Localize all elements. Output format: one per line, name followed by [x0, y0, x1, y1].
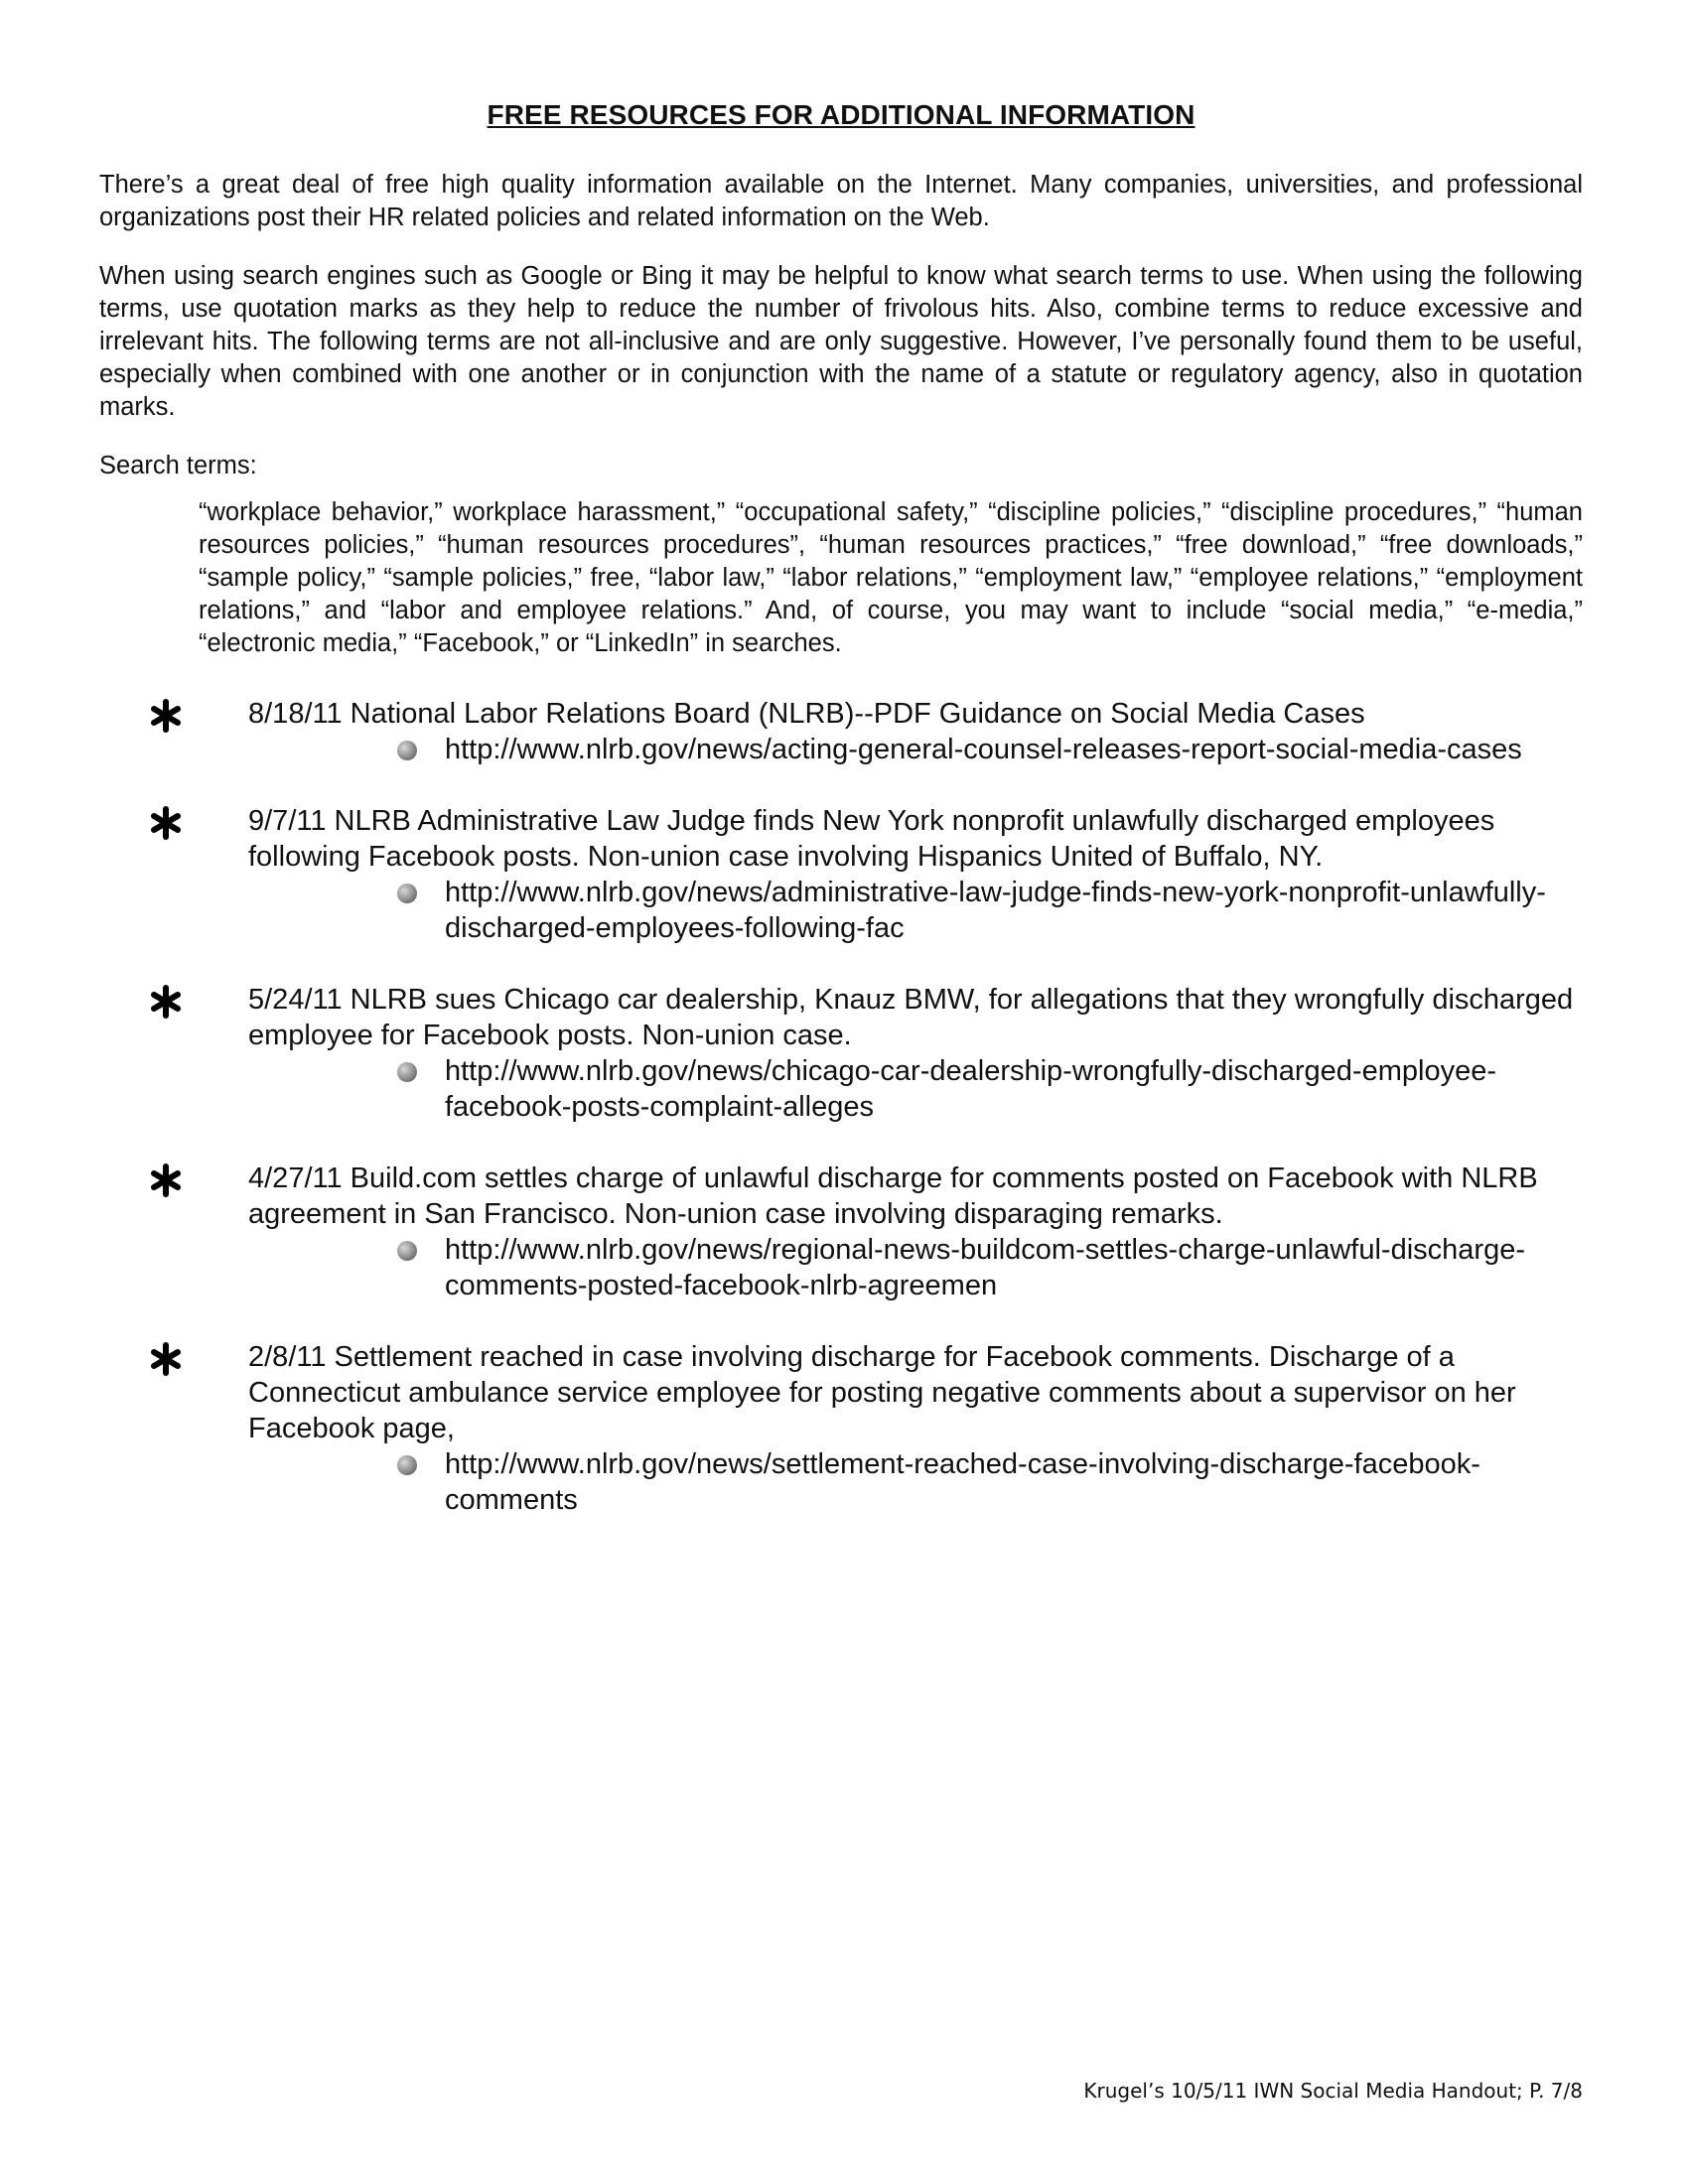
resource-url[interactable]: http://www.nlrb.gov/news/administrative-law-judge-finds-new-york-nonprofit-unlawfully-discharged-employees-following-fac	[445, 877, 1546, 944]
resource-link-row	[445, 732, 1583, 767]
resource-link-row	[445, 1053, 1583, 1125]
resource-url[interactable]: http://www.nlrb.gov/news/settlement-reached-case-involving-discharge-facebook-comments	[445, 1448, 1480, 1516]
asterisk-icon	[149, 1341, 183, 1377]
resource-item	[99, 803, 1583, 946]
resource-link-row	[445, 875, 1583, 946]
document-page	[99, 99, 1583, 1554]
asterisk-icon	[149, 1162, 183, 1198]
intro-paragraph: There’s a great deal of free high quality information available on the Internet. Many companies, universities, and professional organizations post their HR related policies and related information on the Web.	[99, 171, 1583, 231]
page-footer: Krugel’s 10/5/11 IWN Social Media Handout; P. 7/8	[1083, 2079, 1583, 2103]
resource-description: 9/7/11 NLRB Administrative Law Judge finds New York nonprofit unlawfully discharged employees following Facebook posts. Non-union case involving Hispanics United of Buffalo, NY.	[248, 805, 1495, 873]
resource-item	[99, 1339, 1583, 1518]
gray-sphere-bullet-icon	[397, 1062, 417, 1082]
resource-item	[99, 696, 1583, 767]
resource-description: 8/18/11 National Labor Relations Board (NLRB)--PDF Guidance on Social Media Cases	[248, 698, 1365, 730]
resource-url[interactable]: http://www.nlrb.gov/news/chicago-car-dealership-wrongfully-discharged-employee-facebook-posts-complaint-alleges	[445, 1055, 1496, 1123]
search-terms-list: “workplace behavior,” workplace harassment,” “occupational safety,” “discipline policies,” “discipline procedures,” “human resources policies,” “human resources procedures”, “human resources practices,” “free download,” “free downloads,” “sample policy,” “sample policies,” free, “labor law,” “labor relations,” “employment law,” “employee relations,” “employment relations,” and “labor and employee relations.” And, of course, you may want to include “social media,” “e-media,” “electronic media,” “Facebook,” or “LinkedIn” in searches.	[199, 498, 1583, 657]
gray-sphere-bullet-icon	[397, 1241, 417, 1261]
gray-sphere-bullet-icon	[397, 1455, 417, 1475]
asterisk-icon	[149, 698, 183, 734]
resource-url[interactable]: http://www.nlrb.gov/news/acting-general-counsel-releases-report-social-media-cases	[445, 734, 1522, 765]
asterisk-icon	[149, 984, 183, 1020]
page-title: FREE RESOURCES FOR ADDITIONAL INFORMATION	[487, 99, 1196, 130]
resource-link-row	[445, 1232, 1583, 1303]
resource-item	[99, 982, 1583, 1125]
gray-sphere-bullet-icon	[397, 741, 417, 760]
resource-link-row	[445, 1446, 1583, 1518]
search-terms-label: Search terms:	[99, 452, 257, 479]
resource-url[interactable]: http://www.nlrb.gov/news/regional-news-buildcom-settles-charge-unlawful-discharge-comments-posted-facebook-nlrb-agreemen	[445, 1234, 1525, 1301]
resource-description: 2/8/11 Settlement reached in case involving discharge for Facebook comments. Discharge of a Connecticut ambulance service employee for posting negative comments about a supervisor on her Facebook page,	[248, 1341, 1516, 1444]
resource-item	[99, 1160, 1583, 1303]
resource-description: 4/27/11 Build.com settles charge of unlawful discharge for comments posted on Facebook with NLRB agreement in San Francisco. Non-union case involving disparaging remarks.	[248, 1162, 1538, 1230]
asterisk-icon	[149, 805, 183, 841]
gray-sphere-bullet-icon	[397, 884, 417, 903]
search-advice-paragraph: When using search engines such as Google or Bing it may be helpful to know what search terms to use. When using the following terms, use quotation marks as they help to reduce the number of frivolous hits. Also, combine terms to reduce excessive and irrelevant hits. The following terms are not all-inclusive and are only suggestive. However, I’ve personally found them to be useful, especially when combined with one another or in conjunction with the name of a statute or regulatory agency, also in quotation marks.	[99, 262, 1583, 421]
resource-description: 5/24/11 NLRB sues Chicago car dealership, Knauz BMW, for allegations that they wrongfully discharged employee for Facebook posts. Non-union case.	[248, 984, 1574, 1051]
